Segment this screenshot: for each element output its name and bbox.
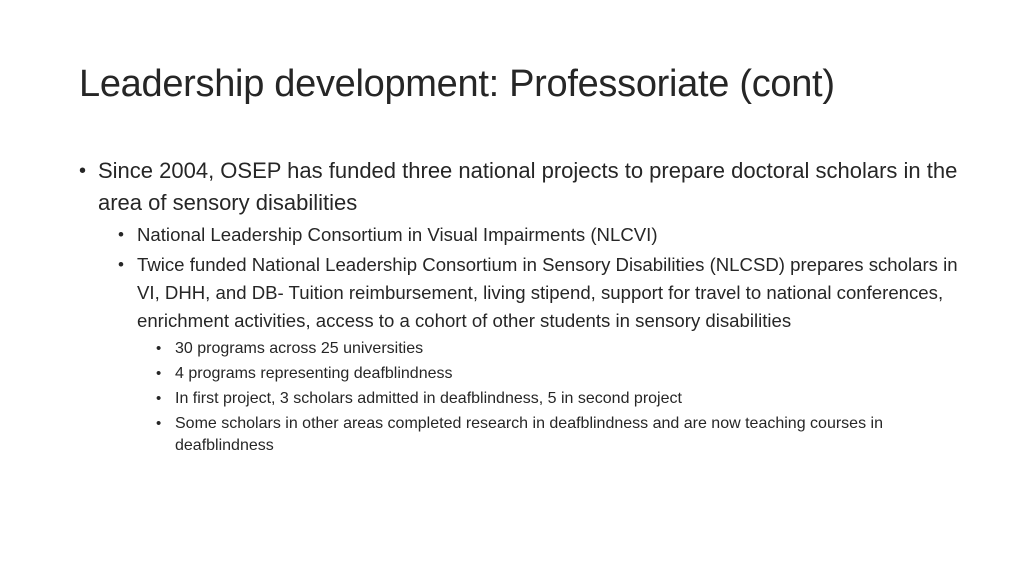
bullet-level2 [118, 221, 959, 249]
bullet-icon: • [79, 160, 87, 182]
bullet-text: 30 programs across 25 universities [175, 340, 424, 357]
bullet-icon: • [118, 255, 124, 274]
bullet-text: 4 programs representing deafblindness [175, 365, 453, 382]
bullet-icon: • [156, 340, 162, 357]
bullet-level3 [156, 363, 959, 385]
bullet-text: Twice funded National Leadership Consortium in Sensory Disabilities (NLCSD) prepares scholars in VI, DHH, and DB- Tuition reimbursement, living stipend, support for travel to national conferences, enrichment activities, access to a cohort of other students in sensory disabilities [137, 254, 958, 331]
slide-title: Leadership development: Professoriate (cont) [79, 63, 835, 105]
bullet-icon: • [156, 415, 162, 432]
bullet-icon: • [118, 225, 124, 244]
bullet-text: National Leadership Consortium in Visual Impairments (NLCVI) [137, 224, 658, 245]
bullet-level3 [156, 413, 959, 457]
bullet-text: Since 2004, OSEP has funded three national projects to prepare doctoral scholars in the area of sensory disabilities [98, 158, 958, 215]
bullet-text: In first project, 3 scholars admitted in deafblindness, 5 in second project [175, 390, 682, 407]
slide-body [79, 155, 959, 460]
bullet-level1 [79, 155, 959, 219]
bullet-level3 [156, 388, 959, 410]
bullet-icon: • [156, 390, 162, 407]
bullet-text: Some scholars in other areas completed research in deafblindness and are now teaching courses in deafblindness [175, 415, 883, 454]
bullet-level3 [156, 338, 959, 360]
bullet-level2 [118, 251, 959, 335]
bullet-icon: • [156, 365, 162, 382]
